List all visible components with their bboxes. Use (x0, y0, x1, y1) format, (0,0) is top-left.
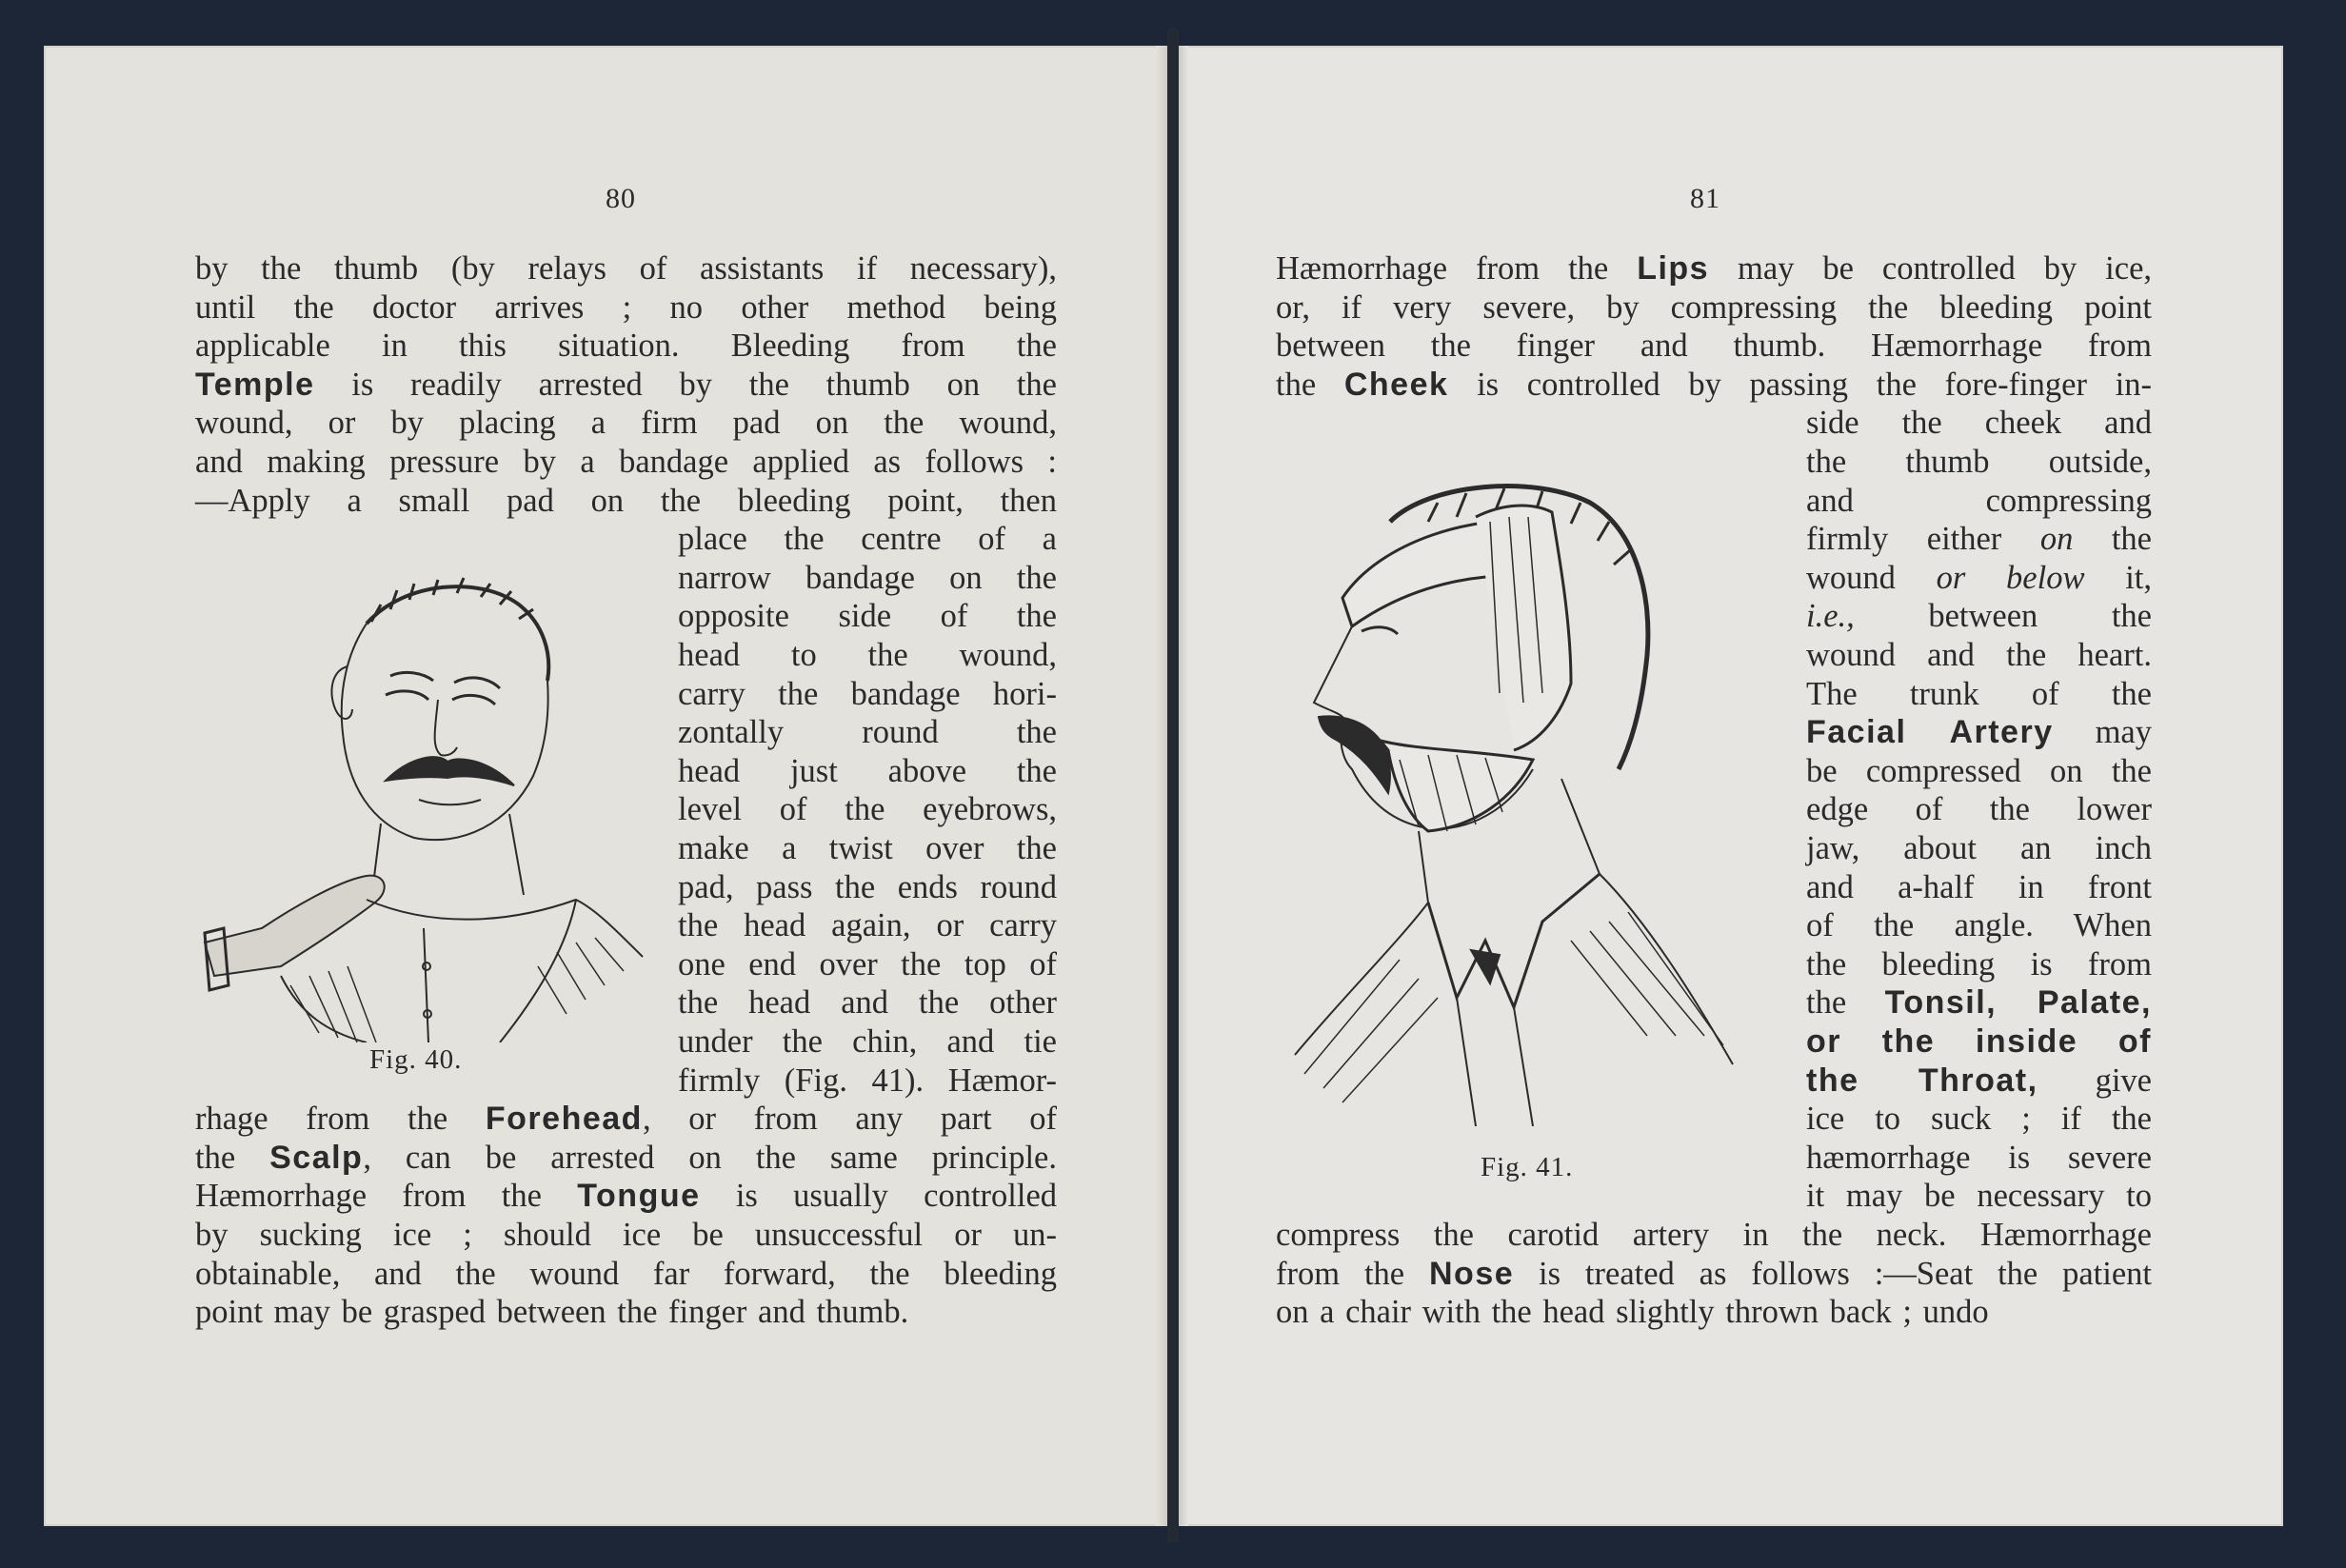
right-page-line (1276, 249, 2152, 288)
left-page-line (195, 443, 1057, 481)
body-text: carry the bandage hori- (678, 675, 1057, 712)
body-text: it may be necessary to (1806, 1178, 2152, 1215)
body-text: may (2053, 714, 2152, 751)
left-page-line (195, 1255, 1057, 1293)
left-page-line (678, 520, 1057, 558)
body-text: The trunk of the (1806, 675, 2152, 712)
emphasis-text: i.e., (1806, 598, 1855, 635)
body-text: the head and the other (678, 984, 1057, 1022)
right-page-line (1806, 482, 2152, 520)
body-text: level of the eyebrows, (678, 791, 1057, 828)
fig-41-caption: Fig. 41. (1481, 1152, 1574, 1182)
left-page-line (195, 288, 1057, 327)
right-page-line (1806, 906, 2152, 944)
body-text: , can be arrested on the same principle. (363, 1139, 1057, 1176)
body-text: make a twist over the (678, 830, 1057, 866)
body-text: the thumb outside, (1806, 444, 2152, 480)
left-page-line (678, 906, 1057, 944)
right-page-line (1806, 404, 2152, 442)
body-text: hæmorrhage is severe (1806, 1139, 2152, 1176)
body-text: and compressing (1806, 482, 2152, 519)
body-text: zontally round the (678, 714, 1057, 751)
fig-41-illustration (1285, 465, 1780, 1126)
emphasis-text: on (2039, 521, 2074, 558)
right-page-line (1806, 1139, 2152, 1177)
body-text: give (2038, 1062, 2152, 1099)
left-page-line (678, 1062, 1057, 1100)
body-text: firmly either (1806, 521, 2040, 558)
body-text: place the centre of a (678, 521, 1057, 558)
right-page-line (1806, 520, 2152, 558)
right-page-line (1276, 1293, 2152, 1331)
body-text: and making pressure by a bandage applied as follows : (195, 444, 1057, 480)
body-part-heading: Cheek (1343, 366, 1449, 403)
right-page-line (1806, 790, 2152, 828)
body-text: jaw, about an inch (1806, 830, 2152, 866)
body-part-heading: Lips (1637, 250, 1710, 287)
left-page-line (678, 1022, 1057, 1061)
left-page-line (195, 1139, 1057, 1177)
left-page-line (678, 752, 1057, 790)
body-text: is readily arrested by the thumb on the (314, 366, 1057, 403)
left-page-line (678, 983, 1057, 1022)
left-page-line (678, 713, 1057, 751)
body-text: and a-half in front (1806, 868, 2152, 905)
body-part-heading: Tongue (577, 1178, 701, 1215)
right-page-line (1806, 675, 2152, 713)
left-page-line (678, 790, 1057, 828)
left-page-line (195, 482, 1057, 520)
left-page-line (195, 1293, 1057, 1331)
body-text: by sucking ice ; should ice be unsuccessful or un- (195, 1217, 1057, 1253)
body-text: of the angle. When (1806, 907, 2152, 944)
body-part-heading: Nose (1429, 1255, 1515, 1292)
left-page-line (678, 597, 1057, 635)
body-text: by the thumb (by relays of assistants if necessary), (195, 250, 1057, 287)
right-page-line (1806, 945, 2152, 983)
body-part-heading: Forehead (485, 1101, 643, 1138)
body-text: the (1806, 984, 1885, 1022)
emphasis-text: or below (1936, 559, 2085, 596)
body-text: it, (2084, 559, 2153, 596)
fig-40-caption: Fig. 40. (369, 1044, 463, 1075)
left-page-line (195, 1216, 1057, 1254)
body-text: point may be grasped between the finger and thumb. (195, 1294, 909, 1331)
body-text: is controlled by passing the fore-finger in- (1448, 366, 2152, 403)
body-text: opposite side of the (678, 598, 1057, 635)
body-text: pad, pass the ends round (678, 868, 1057, 905)
right-page-line (1276, 327, 2152, 365)
right-page-line (1806, 1062, 2152, 1100)
body-text: Hæmorrhage from the (1276, 250, 1638, 287)
left-page-line (195, 404, 1057, 442)
body-text: the (195, 1139, 270, 1176)
body-text: between the (1854, 598, 2152, 635)
body-part-heading: Temple (195, 366, 315, 403)
right-page-line (1806, 1177, 2152, 1215)
right-page-line (1806, 443, 2152, 481)
body-text: edge of the lower (1806, 791, 2152, 828)
right-page-line (1806, 983, 2152, 1022)
fig-40-illustration (195, 566, 652, 1042)
right-page-line (1806, 752, 2152, 790)
body-text: compress the carotid artery in the neck. Hæmorrhage (1276, 1217, 2152, 1253)
left-page-line (678, 636, 1057, 674)
right-page-line (1806, 713, 2152, 751)
body-text: head to the wound, (678, 637, 1057, 673)
left-page-line (195, 327, 1057, 365)
body-text: is treated as follows :—Seat the patient (1514, 1255, 2152, 1292)
body-part-heading: or the inside of (1806, 1023, 2152, 1060)
right-page-line (1276, 1216, 2152, 1254)
left-page-line (195, 1177, 1057, 1215)
left-page-line (678, 868, 1057, 906)
body-text: under the chin, and tie (678, 1023, 1057, 1060)
right-page-line (1276, 366, 2152, 404)
right-page-line (1806, 559, 2152, 597)
body-text: may be controlled by ice, (1709, 250, 2153, 287)
body-text: wound, or by placing a firm pad on the wound, (195, 405, 1057, 442)
body-part-heading: the Throat, (1806, 1062, 2038, 1099)
right-page-line (1806, 597, 2152, 635)
body-text: or, if very severe, by compressing the bleeding point (1276, 288, 2152, 326)
right-page-edge (1179, 46, 1188, 1526)
body-text: obtainable, and the wound far forward, the bleeding (195, 1255, 1057, 1292)
body-text: applicable in this situation. Bleeding from the (195, 327, 1057, 365)
body-text: the (2073, 521, 2152, 558)
body-text: on a chair with the head slightly thrown back ; undo (1276, 1294, 1989, 1331)
right-page-line (1806, 1022, 2152, 1061)
body-part-heading: Tonsil, Palate, (1884, 984, 2152, 1022)
right-page-line (1276, 1255, 2152, 1293)
body-text: wound (1806, 559, 1937, 596)
left-page-line (195, 249, 1057, 288)
right-page-line (1806, 636, 2152, 674)
body-text: wound and the heart. (1806, 637, 2152, 673)
body-text: the (1276, 366, 1344, 403)
body-text: is usually controlled (700, 1178, 1058, 1215)
right-page-line (1806, 868, 2152, 906)
left-page-line (678, 829, 1057, 867)
body-text: ice to suck ; if the (1806, 1101, 2152, 1138)
body-text: Hæmorrhage from the (195, 1178, 578, 1215)
body-text: until the doctor arrives ; no other method being (195, 288, 1057, 326)
body-part-heading: Scalp (269, 1139, 364, 1176)
left-page-number: 80 (606, 183, 636, 214)
body-text: —Apply a small pad on the bleeding point, then (195, 482, 1057, 519)
left-page-line (195, 1100, 1057, 1138)
left-page-line (678, 945, 1057, 983)
left-page-edge (1156, 46, 1167, 1526)
right-page-number: 81 (1690, 183, 1720, 214)
body-text: from the (1276, 1255, 1429, 1292)
body-text: , or from any part of (642, 1101, 1057, 1138)
book-gutter (1167, 29, 1179, 1542)
body-text: head just above the (678, 752, 1057, 789)
right-page-line (1806, 829, 2152, 867)
body-part-heading: Facial Artery (1806, 714, 2054, 751)
body-text: the bleeding is from (1806, 945, 2152, 982)
right-page-line (1806, 1100, 2152, 1138)
left-page-line (195, 366, 1057, 404)
body-text: firmly (Fig. 41). Hæmor- (678, 1062, 1057, 1099)
body-text: narrow bandage on the (678, 559, 1057, 596)
left-page-line (678, 675, 1057, 713)
body-text: rhage from the (195, 1101, 486, 1138)
body-text: one end over the top of (678, 945, 1057, 982)
left-page-line (678, 559, 1057, 597)
body-text: between the finger and thumb. Hæmorrhage from (1276, 327, 2152, 365)
body-text: the head again, or carry (678, 907, 1057, 944)
body-text: side the cheek and (1806, 405, 2152, 442)
right-page-line (1276, 288, 2152, 327)
body-text: be compressed on the (1806, 752, 2152, 789)
